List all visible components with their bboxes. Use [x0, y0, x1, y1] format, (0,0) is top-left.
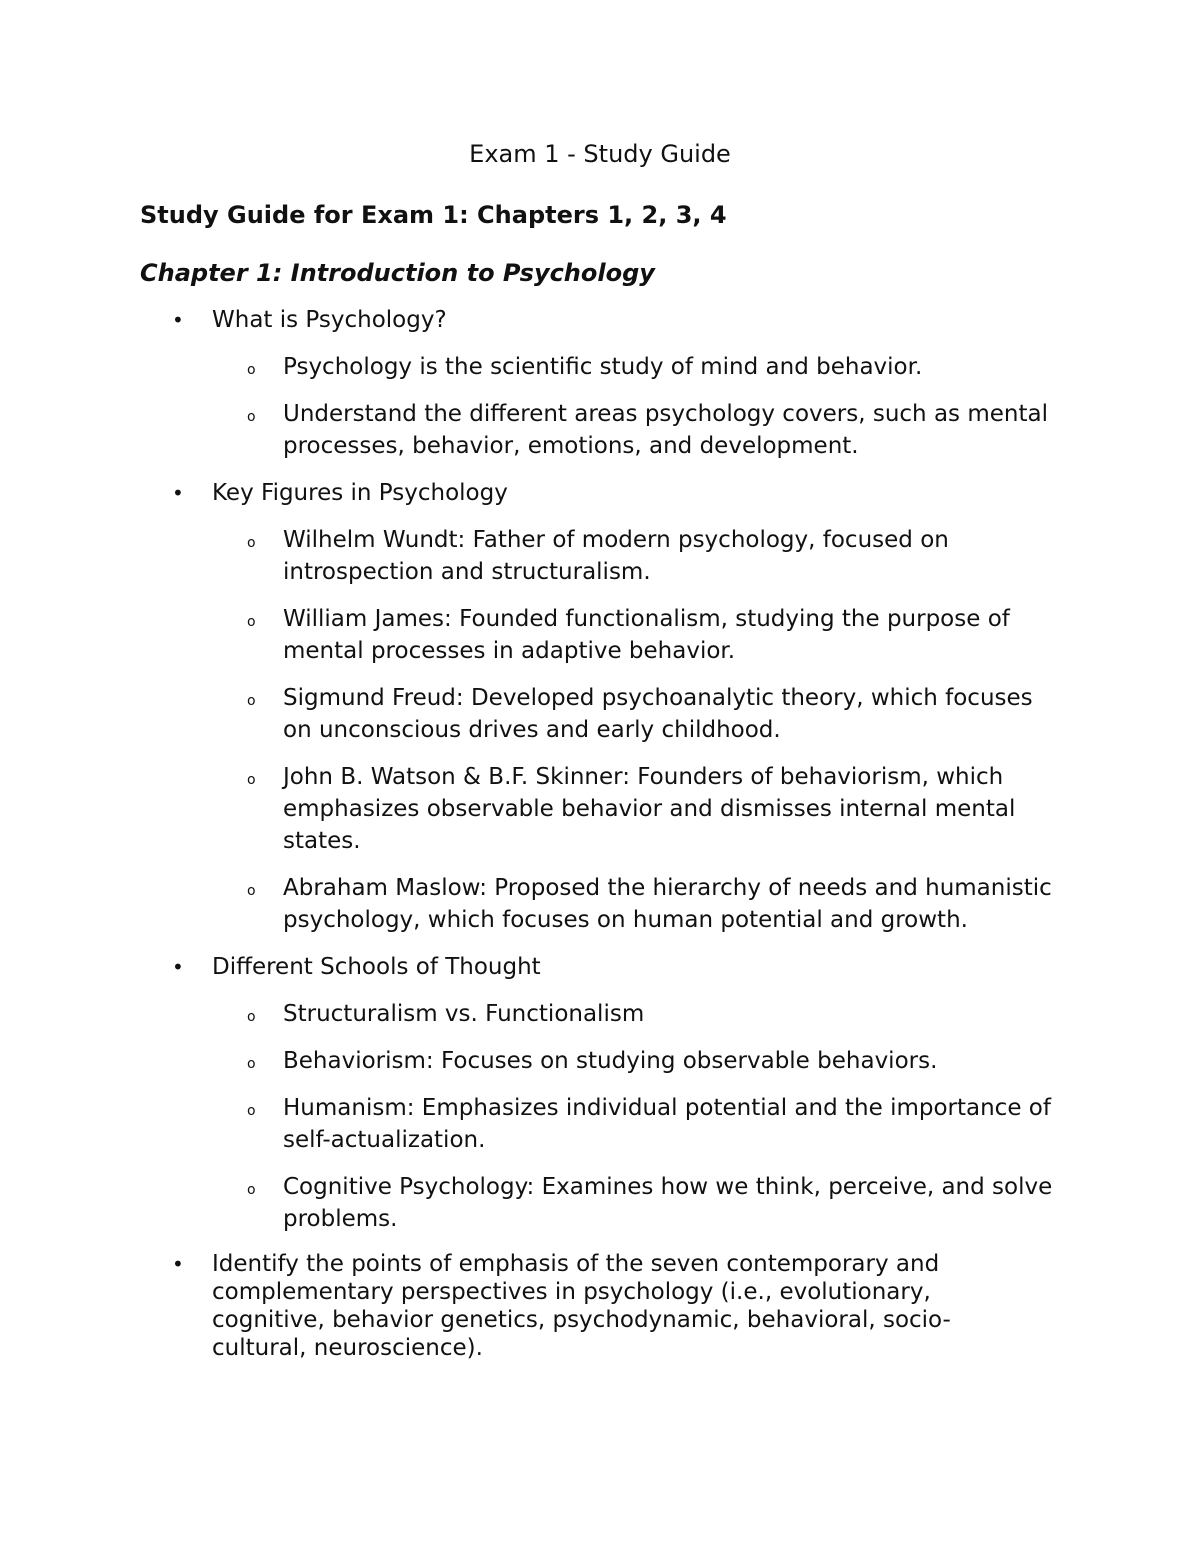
sub-bullet-item [0, 998, 1063, 1030]
sub-bullet-item [0, 1171, 1063, 1235]
bullet-icon: • [172, 308, 184, 332]
sub-bullet-text: Psychology is the scientific study of mind and behavior. [283, 354, 923, 380]
sub-bullet-text: Abraham Maslow: Proposed the hierarchy of needs and humanistic psychology, which focuses on human potential and growth. [283, 875, 1052, 933]
sub-bullet-icon: o [247, 362, 256, 378]
bullet-text: Different Schools of Thought [212, 954, 541, 980]
sub-bullet-text: Structuralism vs. Functionalism [283, 1001, 645, 1027]
document-title: Exam 1 - Study Guide [469, 140, 731, 168]
bullet-text: Key Figures in Psychology [212, 480, 508, 506]
bullet-item [0, 477, 992, 509]
sub-bullet-item [0, 398, 1063, 462]
sub-bullet-icon: o [247, 883, 256, 899]
sub-bullet-item [0, 872, 1063, 936]
sub-bullet-item [0, 351, 1063, 383]
study-guide-subtitle: Study Guide for Exam 1: Chapters 1, 2, 3, 4 [140, 201, 727, 229]
sub-bullet-item [0, 524, 1063, 588]
bullet-icon: • [172, 955, 184, 979]
sub-bullet-text: Sigmund Freud: Developed psychoanalytic theory, which focuses on unconscious drives and early childhood. [283, 685, 1033, 743]
sub-bullet-icon: o [247, 693, 256, 709]
sub-bullet-icon: o [247, 409, 256, 425]
bullet-icon: • [172, 1252, 184, 1276]
sub-bullet-icon: o [247, 1103, 256, 1119]
bullet-text: Identify the points of emphasis of the seven contemporary and complementary perspectives in psychology (i.e., evolutionary, cognitive, behavior genetics, psychodynamic, behavioral, socio-cultural, neuroscience). [212, 1251, 951, 1361]
sub-bullet-text: Humanism: Emphasizes individual potential and the importance of self-actualization. [283, 1095, 1051, 1153]
sub-bullet-text: Cognitive Psychology: Examines how we think, perceive, and solve problems. [283, 1174, 1053, 1232]
sub-bullet-item [0, 1045, 1063, 1077]
sub-bullet-text: Behaviorism: Focuses on studying observable behaviors. [283, 1048, 938, 1074]
sub-bullet-icon: o [247, 1056, 256, 1072]
bullet-item [0, 304, 992, 336]
sub-bullet-text: John B. Watson & B.F. Skinner: Founders of behaviorism, which emphasizes observable behavior and dismisses internal mental states. [283, 764, 1016, 854]
chapter-heading: Chapter 1: Introduction to Psychology [140, 259, 655, 287]
sub-bullet-icon: o [247, 535, 256, 551]
sub-bullet-item [0, 603, 1063, 667]
sub-bullet-item [0, 682, 1063, 746]
sub-bullet-text: Understand the different areas psychology covers, such as mental processes, behavior, emotions, and development. [283, 401, 1048, 459]
sub-bullet-item [0, 1092, 1063, 1156]
sub-bullet-text: William James: Founded functionalism, studying the purpose of mental processes in adaptive behavior. [283, 606, 1010, 664]
sub-bullet-icon: o [247, 772, 256, 788]
sub-bullet-icon: o [247, 614, 256, 630]
sub-bullet-text: Wilhelm Wundt: Father of modern psychology, focused on introspection and structuralism. [283, 527, 949, 585]
bullet-text: What is Psychology? [212, 307, 447, 333]
outline-list [0, 304, 1200, 1377]
sub-bullet-icon: o [247, 1182, 256, 1198]
bullet-icon: • [172, 481, 184, 505]
bullet-item [0, 951, 992, 983]
bullet-item [0, 1250, 972, 1362]
sub-bullet-icon: o [247, 1009, 256, 1025]
sub-bullet-item [0, 761, 1063, 857]
